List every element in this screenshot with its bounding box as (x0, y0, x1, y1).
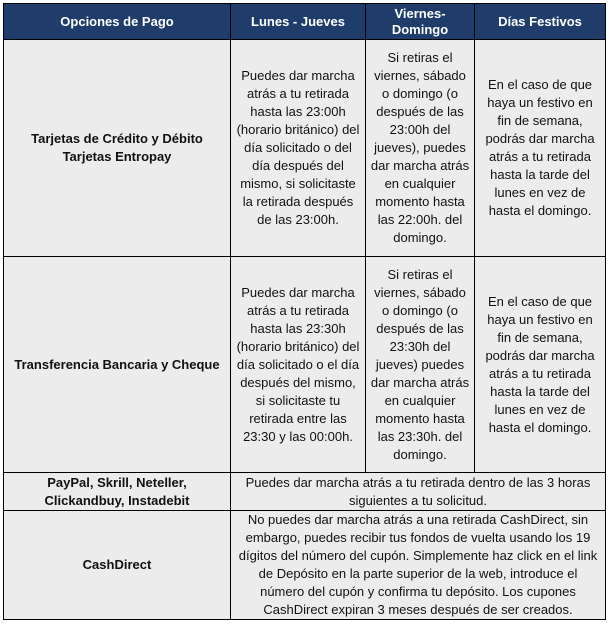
weekday-cell-cards: Puedes dar marcha atrás a tu retirada hasta las 23:00h (horario británico) del día solicitado o del día después del mismo, si solicitaste la retirada después de las 23:00h. (231, 40, 366, 257)
weekend-cell-cards: Si retiras el viernes, sábado o domingo (o después de las 23:00h del jueves), puedes dar marcha atrás en cualquier momento hasta las 22:00h. del domingo. (366, 40, 475, 257)
weekend-cell-bank-transfer: Si retiras el viernes, sábado o domingo (o después de las 23:30h del jueves) puedes dar marcha atrás en cualquier momento hasta las 23:30h. del domingo. (366, 257, 475, 473)
header-friday-sunday-line1: Viernes- (394, 5, 446, 21)
option-cell-bank-transfer: Transferencia Bancaria y Cheque (4, 257, 231, 473)
option-ewallets-line2: Clickandbuy, Instadebit (44, 492, 190, 508)
option-cell-ewallets (4, 473, 231, 511)
ewallets-merged-cell: Puedes dar marcha atrás a tu retirada dentro de las 3 horas siguientes a tu solicitud. (231, 473, 606, 511)
header-row (4, 4, 606, 40)
table-row-cards (4, 40, 606, 257)
header-friday-sunday-line2: Domingo (391, 21, 449, 37)
table-row-bank-transfer (4, 257, 606, 473)
weekday-cell-bank-transfer: Puedes dar marcha atrás a tu retirada hasta las 23:30h (horario británico) del día solicitado o el día después del mismo, si solicitaste tu retirada entre las 23:30 y las 00:00h. (231, 257, 366, 473)
option-ewallets-line1: PayPal, Skrill, Neteller, (47, 474, 187, 490)
option-cell-cashdirect: CashDirect (4, 511, 231, 620)
header-holidays: Días Festivos (475, 4, 606, 40)
holidays-cell-bank-transfer: En el caso de que haya un festivo en fin de semana, podrás dar marcha atrás a tu retirada hasta la tarde del lunes en vez de hasta el domingo. (475, 257, 606, 473)
option-cards-line2: Tarjetas Entropay (62, 149, 172, 164)
header-monday-thursday: Lunes - Jueves (231, 4, 366, 40)
table-row-cashdirect (4, 511, 606, 620)
cashdirect-merged-cell: No puedes dar marcha atrás a una retirada CashDirect, sin embargo, puedes recibir tus fondos de vuelta usando los 19 dígitos del número del cupón. Simplemente haz click en el link de Depósito en la parte superior de la web, introduce el número del cupón y confirma tu depósito. Los cupones CashDirect expiran 3 meses después de ser creados. (231, 511, 606, 620)
option-cell-cards (4, 40, 231, 257)
table-row-ewallets (4, 473, 606, 511)
payment-options-table (3, 3, 606, 620)
holidays-cell-cards: En el caso de que haya un festivo en fin de semana, podrás dar marcha atrás a tu retirada hasta la tarde del lunes en vez de hasta el domingo. (475, 40, 606, 257)
header-friday-sunday (366, 4, 475, 40)
option-cards-line1: Tarjetas de Crédito y Débito (31, 131, 203, 146)
header-payment-options: Opciones de Pago (4, 4, 231, 40)
